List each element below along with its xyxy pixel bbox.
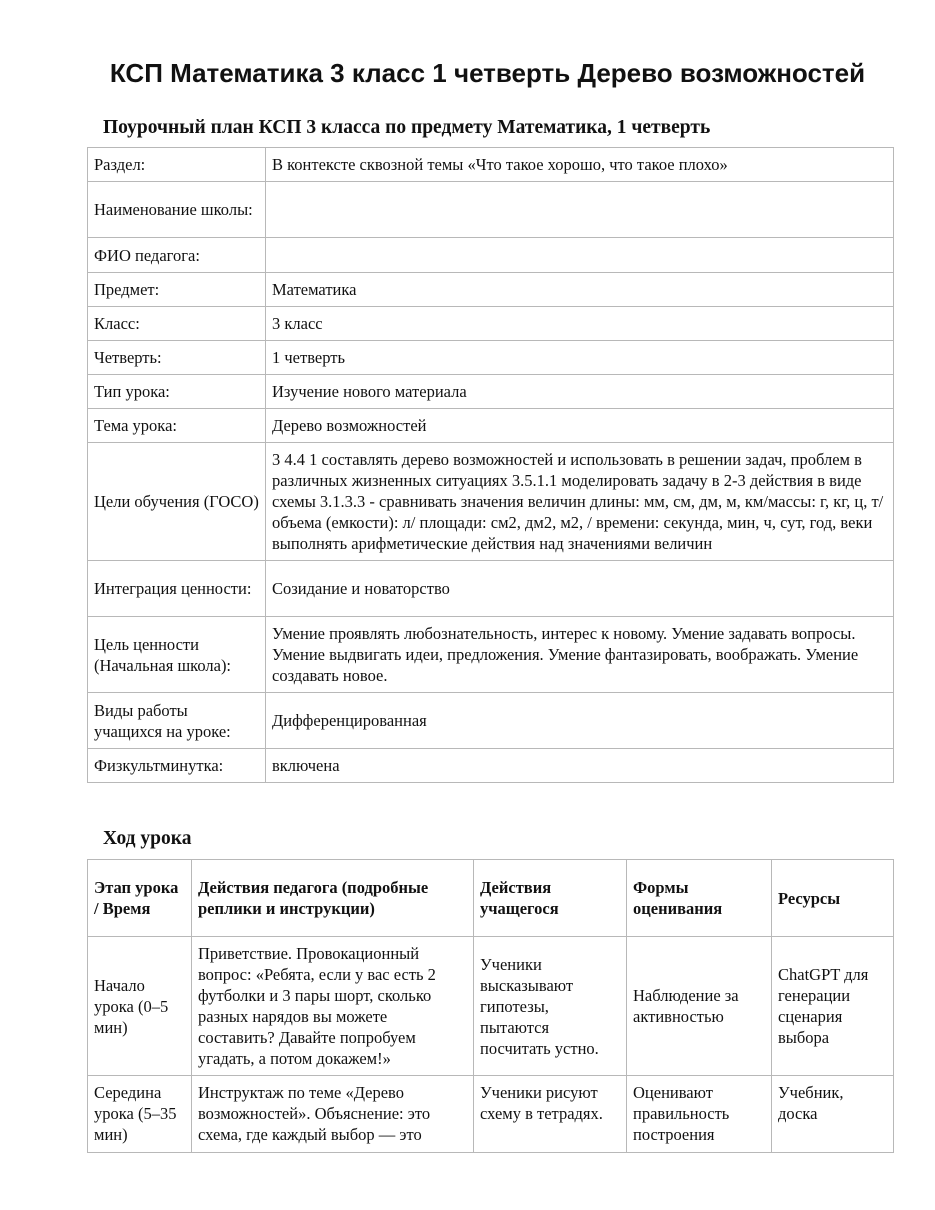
info-row-physical-break: [88, 749, 894, 783]
lesson-info-table: [87, 147, 894, 783]
flow-cell-resources: Учебник, доска: [772, 1076, 894, 1153]
info-value: 3 класс: [266, 307, 894, 341]
flow-cell-assessment: Наблюдение за активностью: [627, 937, 772, 1076]
info-row-lesson-type: [88, 375, 894, 409]
flow-row-start: [88, 937, 894, 1076]
info-key: Класс:: [88, 307, 266, 341]
info-key: Тема урока:: [88, 409, 266, 443]
flow-cell-assessment: Оценивают правильность построения: [627, 1076, 772, 1153]
info-key: Цели обучения (ГОСО): [88, 443, 266, 561]
info-key: ФИО педагога:: [88, 238, 266, 273]
flow-cell-stage: Середина урока (5–35 мин): [88, 1076, 192, 1153]
flow-cell-teacher: Приветствие. Провокационный вопрос: «Ребята, если у вас есть 2 футболки и 3 пары шорт, сколько разных нарядов вы можете составить? Давайте попробуем угадать, а потом докажем!»: [192, 937, 474, 1076]
flow-cell-teacher: Инструктаж по теме «Дерево возможностей». Объяснение: это схема, где каждый выбор — это: [192, 1076, 474, 1153]
info-row-subject: [88, 273, 894, 307]
info-row-quarter: [88, 341, 894, 375]
flow-cell-stage: Начало урока (0–5 мин): [88, 937, 192, 1076]
plan-heading: Поурочный план КСП 3 класса по предмету Математика, 1 четверть: [103, 117, 711, 138]
info-value: Дифференцированная: [266, 693, 894, 749]
info-key: Раздел:: [88, 148, 266, 182]
info-key: Наименование школы:: [88, 182, 266, 238]
info-key: Цель ценности (Начальная школа):: [88, 617, 266, 693]
info-value: Дерево возможностей: [266, 409, 894, 443]
info-value: Математика: [266, 273, 894, 307]
flow-header-row: [88, 860, 894, 937]
flow-header-assessment: Формы оценивания: [627, 860, 772, 937]
info-key: Предмет:: [88, 273, 266, 307]
flow-cell-student: Ученики высказывают гипотезы, пытаются посчитать устно.: [474, 937, 627, 1076]
info-row-value-goal: [88, 617, 894, 693]
info-row-work-types: [88, 693, 894, 749]
info-key: Виды работы учащихся на уроке:: [88, 693, 266, 749]
flow-header-student-actions: Действия учащегося: [474, 860, 627, 937]
flow-cell-resources: ChatGPT для генерации сценария выбора: [772, 937, 894, 1076]
info-key: Интеграция ценности:: [88, 561, 266, 617]
info-value: В контексте сквозной темы «Что такое хорошо, что такое плохо»: [266, 148, 894, 182]
info-value: [266, 182, 894, 238]
info-row-learning-goals: [88, 443, 894, 561]
info-row-section: [88, 148, 894, 182]
info-row-value-integration: [88, 561, 894, 617]
flow-header-resources: Ресурсы: [772, 860, 894, 937]
flow-row-middle: [88, 1076, 894, 1153]
info-value: Умение проявлять любознательность, интерес к новому. Умение задавать вопросы. Умение выдвигать идеи, предложения. Умение фантазировать, воображать. Умение создавать новое.: [266, 617, 894, 693]
info-value: Изучение нового материала: [266, 375, 894, 409]
info-value: [266, 238, 894, 273]
info-row-teacher: [88, 238, 894, 273]
info-row-school: [88, 182, 894, 238]
info-key: Четверть:: [88, 341, 266, 375]
info-value: 1 четверть: [266, 341, 894, 375]
info-value: включена: [266, 749, 894, 783]
lesson-flow-table: [87, 859, 894, 1153]
flow-cell-student: Ученики рисуют схему в тетрадях.: [474, 1076, 627, 1153]
info-value: 3 4.4 1 составлять дерево возможностей и использовать в решении задач, проблем в различных жизненных ситуациях 3.5.1.1 моделировать задачу в 2-3 действия в виде схемы 3.1.3.3 - сравнивать значения величин длины: мм, см, дм, м, км/массы: г, кг, ц, т/объема (емкости): л/ площади: см2, дм2, м2, / времени: секунда, мин, ч, сут, год, веки выполнять арифметические действия над значениями величин: [266, 443, 894, 561]
flow-header-stage: Этап урока / Время: [88, 860, 192, 937]
info-row-grade: [88, 307, 894, 341]
document-title: КСП Математика 3 класс 1 четверть Дерево возможностей: [109, 58, 866, 88]
flow-header-teacher-actions: Действия педагога (подробные реплики и инструкции): [192, 860, 474, 937]
lesson-flow-heading: Ход урока: [103, 828, 192, 849]
info-key: Тип урока:: [88, 375, 266, 409]
info-row-lesson-topic: [88, 409, 894, 443]
info-key: Физкультминутка:: [88, 749, 266, 783]
info-value: Созидание и новаторство: [266, 561, 894, 617]
